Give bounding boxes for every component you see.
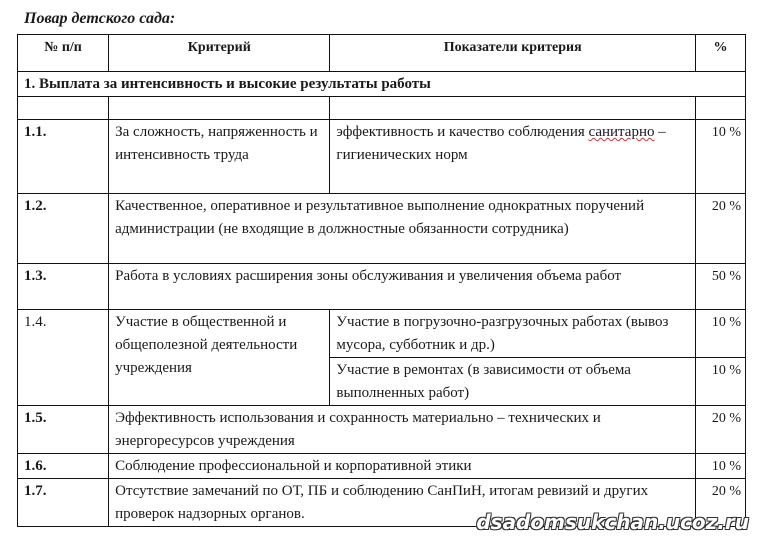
row-percent: 10 %	[695, 454, 745, 479]
row-criterion: Эффективность использования и сохранность материально – технических и энергоресурсов учреждения	[109, 406, 696, 454]
row-indicator: Участие в ремонтах (в зависимости от объема выполненных работ)	[330, 358, 696, 406]
table-header-row	[18, 35, 746, 72]
indicator-spellcheck-word: санитарно	[588, 124, 655, 140]
empty-cell	[330, 97, 696, 120]
table-row	[18, 120, 746, 194]
empty-cell	[109, 97, 330, 120]
row-criterion: Работа в условиях расширения зоны обслуживания и увеличения объема работ	[109, 264, 696, 310]
section-row	[18, 72, 746, 97]
table-row	[18, 264, 746, 310]
table-row	[18, 406, 746, 454]
table-row	[18, 454, 746, 479]
row-indicator	[330, 120, 696, 194]
header-percent: %	[695, 35, 745, 72]
row-percent: 20 %	[695, 406, 745, 454]
document-title: Повар детского сада:	[24, 10, 176, 27]
row-num: 1.2.	[18, 194, 109, 264]
row-percent: 10 %	[695, 310, 745, 358]
row-num: 1.5.	[18, 406, 109, 454]
indicator-text: – гигиенических норм	[336, 124, 666, 163]
row-indicator: Участие в погрузочно-разгрузочных работах (вывоз мусора, субботник и др.)	[330, 310, 696, 358]
row-num: 1.7.	[18, 479, 109, 527]
row-percent: 10 %	[695, 358, 745, 406]
header-num: № п/п	[18, 35, 109, 72]
header-indicators: Показатели критерия	[330, 35, 696, 72]
row-num: 1.6.	[18, 454, 109, 479]
row-num: 1.1.	[18, 120, 109, 194]
row-percent: 50 %	[695, 264, 745, 310]
row-criterion: Качественное, оперативное и результативное выполнение однократных поручений администрации (не входящие в должностные обязанности сотрудника)	[109, 194, 696, 264]
header-criterion: Критерий	[109, 35, 330, 72]
empty-cell	[18, 97, 109, 120]
table-row	[18, 194, 746, 264]
indicator-text: эффективность и качество соблюдения	[336, 124, 585, 140]
row-num: 1.3.	[18, 264, 109, 310]
watermark: dsadomsukchan.ucoz.ru	[476, 510, 749, 534]
row-percent: 10 %	[695, 120, 745, 194]
section-title: 1. Выплата за интенсивность и высокие результаты работы	[18, 72, 746, 97]
row-criterion: Отсутствие замечаний по ОТ, ПБ и соблюдению СанПиН, итогам ревизий и других проверок надзорных органов.	[109, 479, 696, 527]
row-percent: 20 %	[695, 194, 745, 264]
row-num: 1.4.	[18, 310, 109, 406]
empty-cell	[695, 97, 745, 120]
empty-row	[18, 97, 746, 120]
row-criterion: За сложность, напряженность и интенсивность труда	[109, 120, 330, 194]
table-row	[18, 310, 746, 358]
row-percent: 20 %	[695, 479, 745, 527]
row-criterion: Участие в общественной и общеполезной деятельности учреждения	[109, 310, 330, 406]
criteria-table	[17, 34, 746, 527]
row-criterion: Соблюдение профессиональной и корпоративной этики	[109, 454, 696, 479]
